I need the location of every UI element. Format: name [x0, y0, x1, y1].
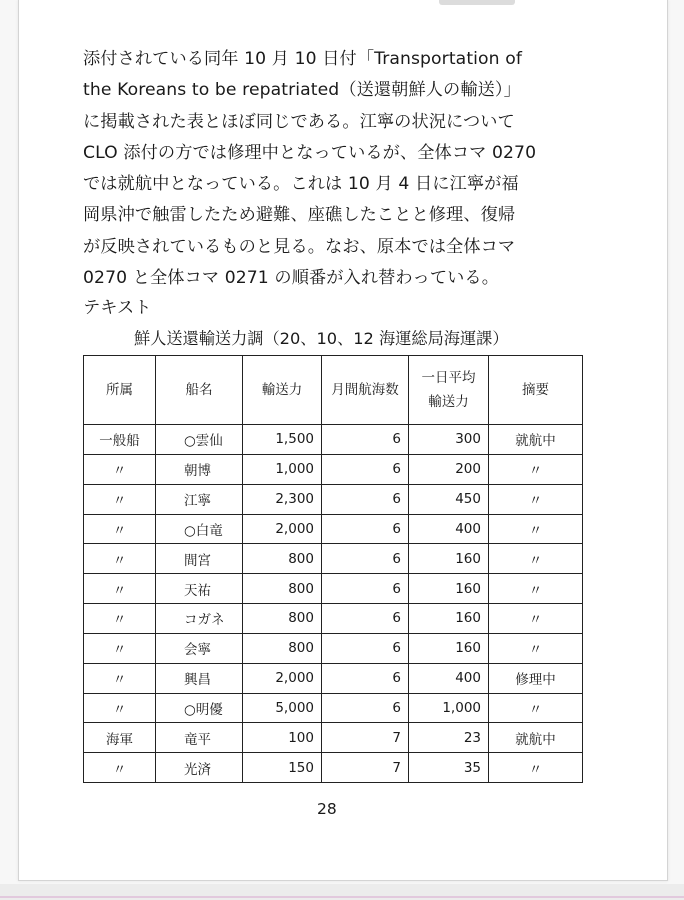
cell-remarks: 修理中 [489, 663, 583, 693]
cell-voyages: 7 [322, 723, 409, 753]
cell-affiliation: 〃 [84, 633, 156, 663]
cell-ship: 間宮 [156, 544, 243, 574]
cell-daily-capacity: 160 [409, 604, 489, 634]
cell-remarks: 〃 [489, 484, 583, 514]
cell-voyages: 6 [322, 544, 409, 574]
body-line: CLO 添付の方では修理中となっているが、全体コマ 0270 [83, 142, 537, 163]
body-line: が反映されているものと見る。なお、原本では全体コマ [83, 236, 516, 257]
cell-remarks: 就航中 [489, 425, 583, 455]
cell-capacity: 5,000 [243, 693, 322, 723]
cell-remarks: 〃 [489, 544, 583, 574]
table-row [84, 425, 583, 455]
cell-remarks: 〃 [489, 604, 583, 634]
table-row [84, 723, 583, 753]
cell-voyages: 6 [322, 604, 409, 634]
viewer-bottom-accent [0, 896, 684, 898]
cell-capacity: 2,000 [243, 663, 322, 693]
cell-capacity: 2,000 [243, 514, 322, 544]
cell-daily-capacity: 400 [409, 514, 489, 544]
cell-affiliation: 〃 [84, 663, 156, 693]
cell-capacity: 100 [243, 723, 322, 753]
table-row [84, 544, 583, 574]
header-daily-line2: 輸送力 [428, 394, 469, 410]
cell-daily-capacity: 35 [409, 753, 489, 783]
header-capacity: 輸送力 [243, 356, 322, 425]
cell-daily-capacity: 160 [409, 574, 489, 604]
cell-capacity: 800 [243, 633, 322, 663]
cell-daily-capacity: 1,000 [409, 693, 489, 723]
cell-daily-capacity: 160 [409, 544, 489, 574]
table-row [84, 753, 583, 783]
cell-ship: 光済 [156, 753, 243, 783]
page-number: 28 [317, 800, 337, 818]
body-text [83, 44, 603, 294]
cell-affiliation: 海軍 [84, 723, 156, 753]
cell-capacity: 150 [243, 753, 322, 783]
cell-ship: 江寧 [156, 484, 243, 514]
table-row [84, 693, 583, 723]
cell-remarks: 〃 [489, 633, 583, 663]
cell-voyages: 7 [322, 753, 409, 783]
table-row [84, 514, 583, 544]
document-page [18, 0, 668, 881]
header-remarks: 摘要 [489, 356, 583, 425]
cell-voyages: 6 [322, 514, 409, 544]
cell-affiliation: 〃 [84, 514, 156, 544]
cell-voyages: 6 [322, 633, 409, 663]
cell-daily-capacity: 200 [409, 454, 489, 484]
cell-affiliation: 〃 [84, 693, 156, 723]
cell-affiliation: 〃 [84, 574, 156, 604]
cell-ship: 興昌 [156, 663, 243, 693]
header-daily-line1: 一日平均 [421, 370, 476, 386]
header-daily [409, 356, 489, 425]
cell-remarks: 〃 [489, 753, 583, 783]
cell-daily-capacity: 160 [409, 633, 489, 663]
header-affiliation: 所属 [84, 356, 156, 425]
cell-daily-capacity: 23 [409, 723, 489, 753]
cell-ship: 会寧 [156, 633, 243, 663]
cell-remarks: 就航中 [489, 723, 583, 753]
table-header-row [84, 356, 583, 425]
cell-ship: ○雲仙 [156, 425, 243, 455]
cell-ship: 朝博 [156, 454, 243, 484]
cell-ship: ○明優 [156, 693, 243, 723]
cell-remarks: 〃 [489, 454, 583, 484]
cell-remarks: 〃 [489, 574, 583, 604]
cell-capacity: 2,300 [243, 484, 322, 514]
table-row [84, 663, 583, 693]
cell-voyages: 6 [322, 574, 409, 604]
table-row [84, 574, 583, 604]
cell-affiliation: 〃 [84, 604, 156, 634]
cell-capacity: 1,000 [243, 454, 322, 484]
cell-capacity: 800 [243, 574, 322, 604]
table-row [84, 604, 583, 634]
body-line: 岡県沖で触雷したため避難、座礁したことと修理、復帰 [83, 205, 516, 226]
table-row [84, 484, 583, 514]
header-ship: 船名 [156, 356, 243, 425]
cell-capacity: 1,500 [243, 425, 322, 455]
cell-daily-capacity: 400 [409, 663, 489, 693]
cell-affiliation: 〃 [84, 484, 156, 514]
cell-voyages: 6 [322, 454, 409, 484]
cell-daily-capacity: 300 [409, 425, 489, 455]
page-top-tab [439, 0, 515, 5]
cell-affiliation: 一般船 [84, 425, 156, 455]
cell-voyages: 6 [322, 663, 409, 693]
transport-table [83, 355, 583, 783]
header-voyages: 月間航海数 [322, 356, 409, 425]
cell-capacity: 800 [243, 544, 322, 574]
cell-capacity: 800 [243, 604, 322, 634]
table-caption: 鮮人送還輸送力調（20、10、12 海運総局海運課） [134, 329, 509, 348]
table-row [84, 454, 583, 484]
cell-remarks: 〃 [489, 514, 583, 544]
cell-ship: 天祐 [156, 574, 243, 604]
cell-ship: 竜平 [156, 723, 243, 753]
cell-daily-capacity: 450 [409, 484, 489, 514]
cell-affiliation: 〃 [84, 753, 156, 783]
table-body [84, 425, 583, 783]
cell-ship: コガネ [156, 604, 243, 634]
cell-voyages: 6 [322, 425, 409, 455]
body-line: 添付されている同年 10 月 10 日付「Transportation of [83, 49, 522, 69]
cell-ship: ○白竜 [156, 514, 243, 544]
cell-affiliation: 〃 [84, 544, 156, 574]
body-line: 0270 と全体コマ 0271 の順番が入れ替わっている。 [83, 268, 499, 289]
cell-voyages: 6 [322, 693, 409, 723]
body-line: the Koreans to be repatriated（送還朝鮮人の輸送）」 [83, 80, 521, 101]
table-row [84, 633, 583, 663]
body-line: に掲載された表とほぼ同じである。江寧の状況について [83, 111, 515, 132]
cell-remarks: 〃 [489, 693, 583, 723]
cell-voyages: 6 [322, 484, 409, 514]
section-label: テキスト [83, 298, 152, 318]
body-line: では就航中となっている。これは 10 月 4 日に江寧が福 [83, 174, 519, 195]
cell-affiliation: 〃 [84, 454, 156, 484]
